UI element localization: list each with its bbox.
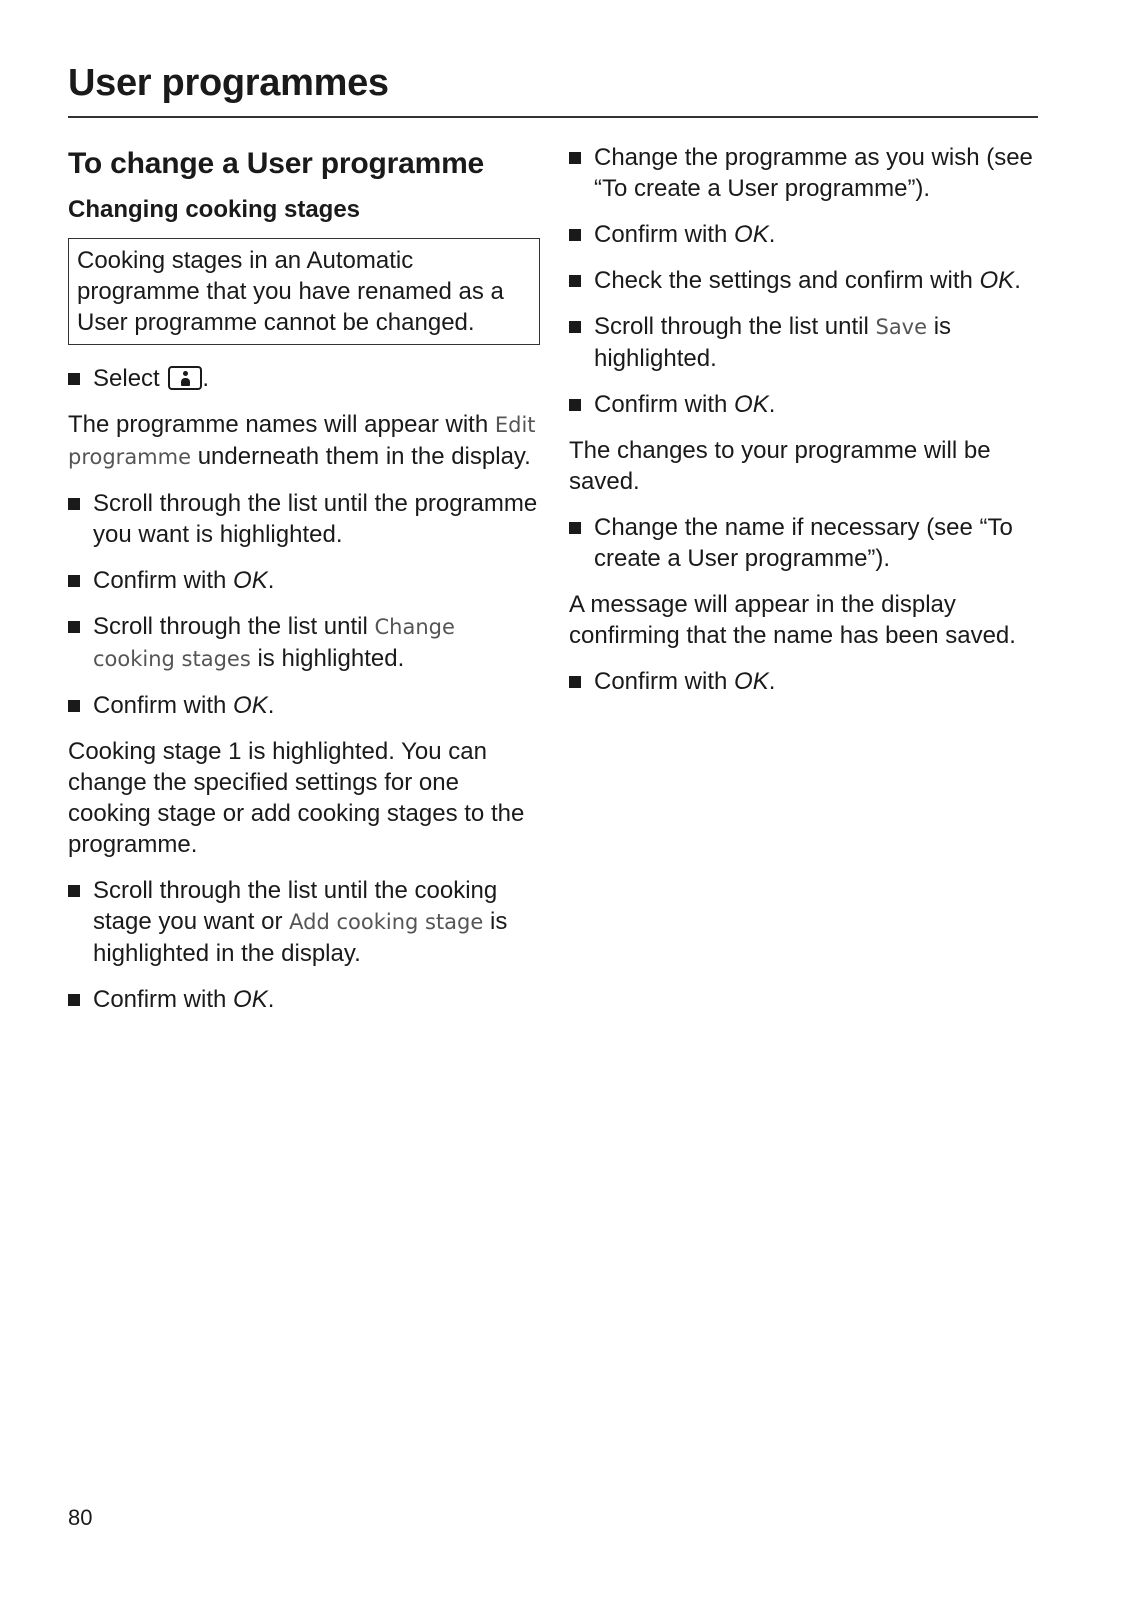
left-column (68, 140, 540, 1030)
title-divider (68, 116, 1038, 118)
ok-label: OK (979, 267, 1015, 294)
sub-heading: Changing cooking stages (68, 196, 361, 223)
bullet-icon (569, 321, 581, 333)
step-select-key: Select . (68, 363, 540, 394)
bullet-icon (68, 621, 80, 633)
display-text: Add cooking stage (289, 910, 484, 934)
ok-label: OK (233, 986, 268, 1013)
paragraph-stage-highlighted: Cooking stage 1 is highlighted. You can change the specified settings for one cooking stage or add cooking stages to the programme. (68, 738, 525, 858)
step-confirm-ok: Confirm with OK. (569, 666, 1039, 697)
step-scroll-change-stages: Scroll through the list until Change cooking stages is highlighted. (68, 611, 540, 675)
step-change-programme: Change the programme as you wish (see “To create a User programme”). (569, 142, 1039, 204)
display-text: Save (875, 315, 928, 339)
step-scroll-save: Scroll through the list until Save is highlighted. (569, 311, 1039, 374)
display-text: Edit programme (68, 413, 536, 469)
ok-label: OK (734, 391, 769, 418)
step-confirm-ok: Confirm with OK. (569, 219, 1039, 250)
step-confirm-ok: Confirm with OK. (68, 690, 540, 721)
bullet-icon (569, 275, 581, 287)
bullet-icon (68, 575, 80, 587)
bullet-icon (68, 994, 80, 1006)
step-text: Scroll through the list until the programme you want is highlighted. (93, 490, 538, 548)
notice-box: Cooking stages in an Automatic programme that you have renamed as a User programme cannot be changed. (68, 238, 540, 345)
right-column (569, 142, 1039, 712)
bullet-icon (569, 522, 581, 534)
step-check-settings: Check the settings and confirm with OK. (569, 265, 1039, 296)
user-programme-key-icon (168, 366, 202, 390)
paragraph-names-appear: The programme names will appear with Edit programme underneath them in the display. (68, 411, 536, 470)
paragraph-changes-saved: The changes to your programme will be saved. (569, 437, 991, 495)
bullet-icon (569, 152, 581, 164)
ok-label: OK (734, 221, 769, 248)
page-title: User programmes (68, 62, 389, 104)
paragraph-message-appears: A message will appear in the display confirming that the name has been saved. (569, 591, 1016, 649)
section-heading: To change a User programme (68, 147, 485, 180)
page-number: 80 (68, 1505, 93, 1530)
bullet-icon (569, 229, 581, 241)
bullet-icon (68, 373, 80, 385)
bullet-icon (569, 676, 581, 688)
bullet-icon (569, 399, 581, 411)
display-text: Change cooking stages (93, 615, 455, 671)
step-confirm-ok: Confirm with OK. (68, 565, 540, 596)
ok-label: OK (233, 567, 268, 594)
step-scroll-cooking-stage: Scroll through the list until the cooking stage you want or Add cooking stage is highlighted in the display. (68, 875, 540, 969)
step-text: Select (93, 365, 167, 392)
bullet-icon (68, 498, 80, 510)
step-scroll-programme (68, 488, 540, 550)
step-confirm-ok: Confirm with OK. (68, 984, 540, 1015)
ok-label: OK (734, 668, 769, 695)
bullet-icon (68, 885, 80, 897)
step-confirm-ok: Confirm with OK. (569, 389, 1039, 420)
bullet-icon (68, 700, 80, 712)
step-change-name: Change the name if necessary (see “To create a User programme”). (569, 512, 1039, 574)
ok-label: OK (233, 692, 268, 719)
